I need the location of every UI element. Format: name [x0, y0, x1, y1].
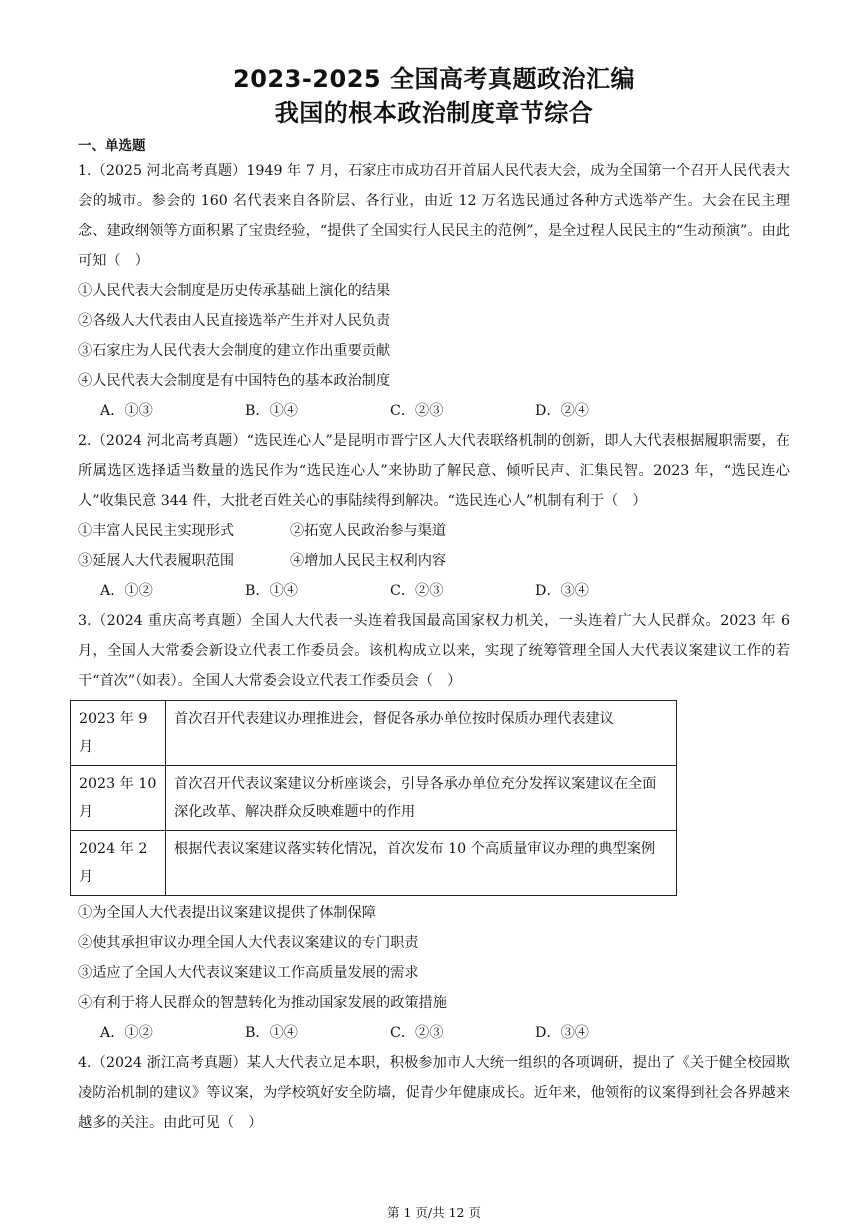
choice-b[interactable]: B．①④: [245, 1025, 298, 1041]
question-2-statement: ④增加人民民主权利内容: [290, 553, 447, 569]
choice-c[interactable]: C．②③: [390, 403, 444, 419]
question-1-choices: [78, 396, 790, 426]
question-3-table: [70, 700, 677, 896]
question-2-choices: [78, 576, 790, 606]
table-cell-date: 2024 年 2 月: [71, 831, 166, 896]
question-3-statement: ③适应了全国人大代表议案建议工作高质量发展的需求: [78, 965, 419, 981]
choice-d[interactable]: D．③④: [535, 1025, 589, 1041]
choice-b[interactable]: B．①④: [245, 583, 298, 599]
question-1-statement: ③石家庄为人民代表大会制度的建立作出重要贡献: [78, 343, 391, 359]
question-2-statement-row: [78, 546, 790, 576]
section-heading: 一、单选题: [78, 138, 146, 154]
question-3-statement: ②使其承担审议办理全国人大代表议案建议的专门职责: [78, 935, 419, 951]
choice-d[interactable]: D．③④: [535, 583, 589, 599]
choice-b[interactable]: B．①④: [245, 403, 298, 419]
document-subtitle: 我国的根本政治制度章节综合: [274, 99, 594, 127]
question-1-statement: ①人民代表大会制度是历史传承基础上演化的结果: [78, 283, 391, 299]
table-cell-date: 2023 年 10 月: [71, 766, 166, 831]
choice-a[interactable]: A．①②: [100, 1025, 153, 1041]
page-footer: 第 1 页/共 12 页: [387, 1205, 481, 1220]
question-3-choices: [78, 1018, 790, 1048]
question-2-statement: ②拓宽人民政治参与渠道: [290, 523, 447, 539]
question-1-statement: ②各级人大代表由人民直接选举产生并对人民负责: [78, 313, 391, 329]
question-3-statement: ①为全国人大代表提出议案建议提供了体制保障: [78, 905, 376, 921]
choice-a[interactable]: A．①②: [100, 583, 153, 599]
choice-d[interactable]: D．②④: [535, 403, 589, 419]
question-2-stem: 2.（2024 河北高考真题）“选民连心人”是昆明市晋宁区人大代表联络机制的创新，即人大代表根据履职需要，在所属选区选择适当数量的选民作为“选民连心人”来协助了解民意、倾听民声、汇集民智。2023 年，“选民连心人”收集民意 344 件，大批老百姓关心的事陆续得到解决。“选民连心人”机制有利于（ ）: [78, 433, 790, 509]
question-2-statement-row: [78, 516, 790, 546]
table-cell-content: 根据代表议案建议落实转化情况，首次发布 10 个高质量审议办理的典型案例: [166, 831, 677, 896]
table-cell-content: 首次召开代表建议办理推进会，督促各承办单位按时保质办理代表建议: [166, 701, 677, 766]
document-title: 2023-2025 全国高考真题政治汇编: [233, 65, 635, 93]
table-cell-date: 2023 年 9 月: [71, 701, 166, 766]
question-4-stem: 4.（2024 浙江高考真题）某人大代表立足本职，积极参加市人大统一组织的各项调研，提出了《关于健全校园欺凌防治机制的建议》等议案，为学校筑好安全防墙，促青少年健康成长。近年来，他领衔的议案得到社会各界越来越多的关注。由此可见（ ）: [78, 1055, 790, 1131]
choice-a[interactable]: A．①③: [100, 403, 153, 419]
table-cell-content: 首次召开代表议案建议分析座谈会，引导各承办单位充分发挥议案建议在全面深化改革、解决群众反映难题中的作用: [166, 766, 677, 831]
question-2-statement: ①丰富人民民主实现形式: [78, 523, 235, 539]
choice-c[interactable]: C．②③: [390, 583, 444, 599]
question-3-statement: ④有利于将人民群众的智慧转化为推动国家发展的政策措施: [78, 995, 447, 1011]
question-1-statement: ④人民代表大会制度是有中国特色的基本政治制度: [78, 373, 391, 389]
choice-c[interactable]: C．②③: [390, 1025, 444, 1041]
question-2-statement: ③延展人大代表履职范围: [78, 553, 235, 569]
question-3-stem: 3.（2024 重庆高考真题）全国人大代表一头连着我国最高国家权力机关，一头连着广大人民群众。2023 年 6 月，全国人大常委会新设立代表工作委员会。该机构成立以来，实现了统筹管理全国人大代表议案建议工作的若干“首次”（如表）。全国人大常委会设立代表工作委员会（ ）: [78, 613, 790, 689]
table-row: [71, 831, 677, 896]
table-row: [71, 766, 677, 831]
question-1-stem: 1.（2025 河北高考真题）1949 年 7 月，石家庄市成功召开首届人民代表大会，成为全国第一个召开人民代表大会的城市。参会的 160 名代表来自各阶层、各行业，由近 12 万名选民通过各种方式选举产生。大会在民主理念、建政纲领等方面积累了宝贵经验，“提供了全国实行人民民主的范例”，是全过程人民民主的“生动预演”。由此可知（ ）: [78, 163, 790, 269]
table-row: [71, 701, 677, 766]
